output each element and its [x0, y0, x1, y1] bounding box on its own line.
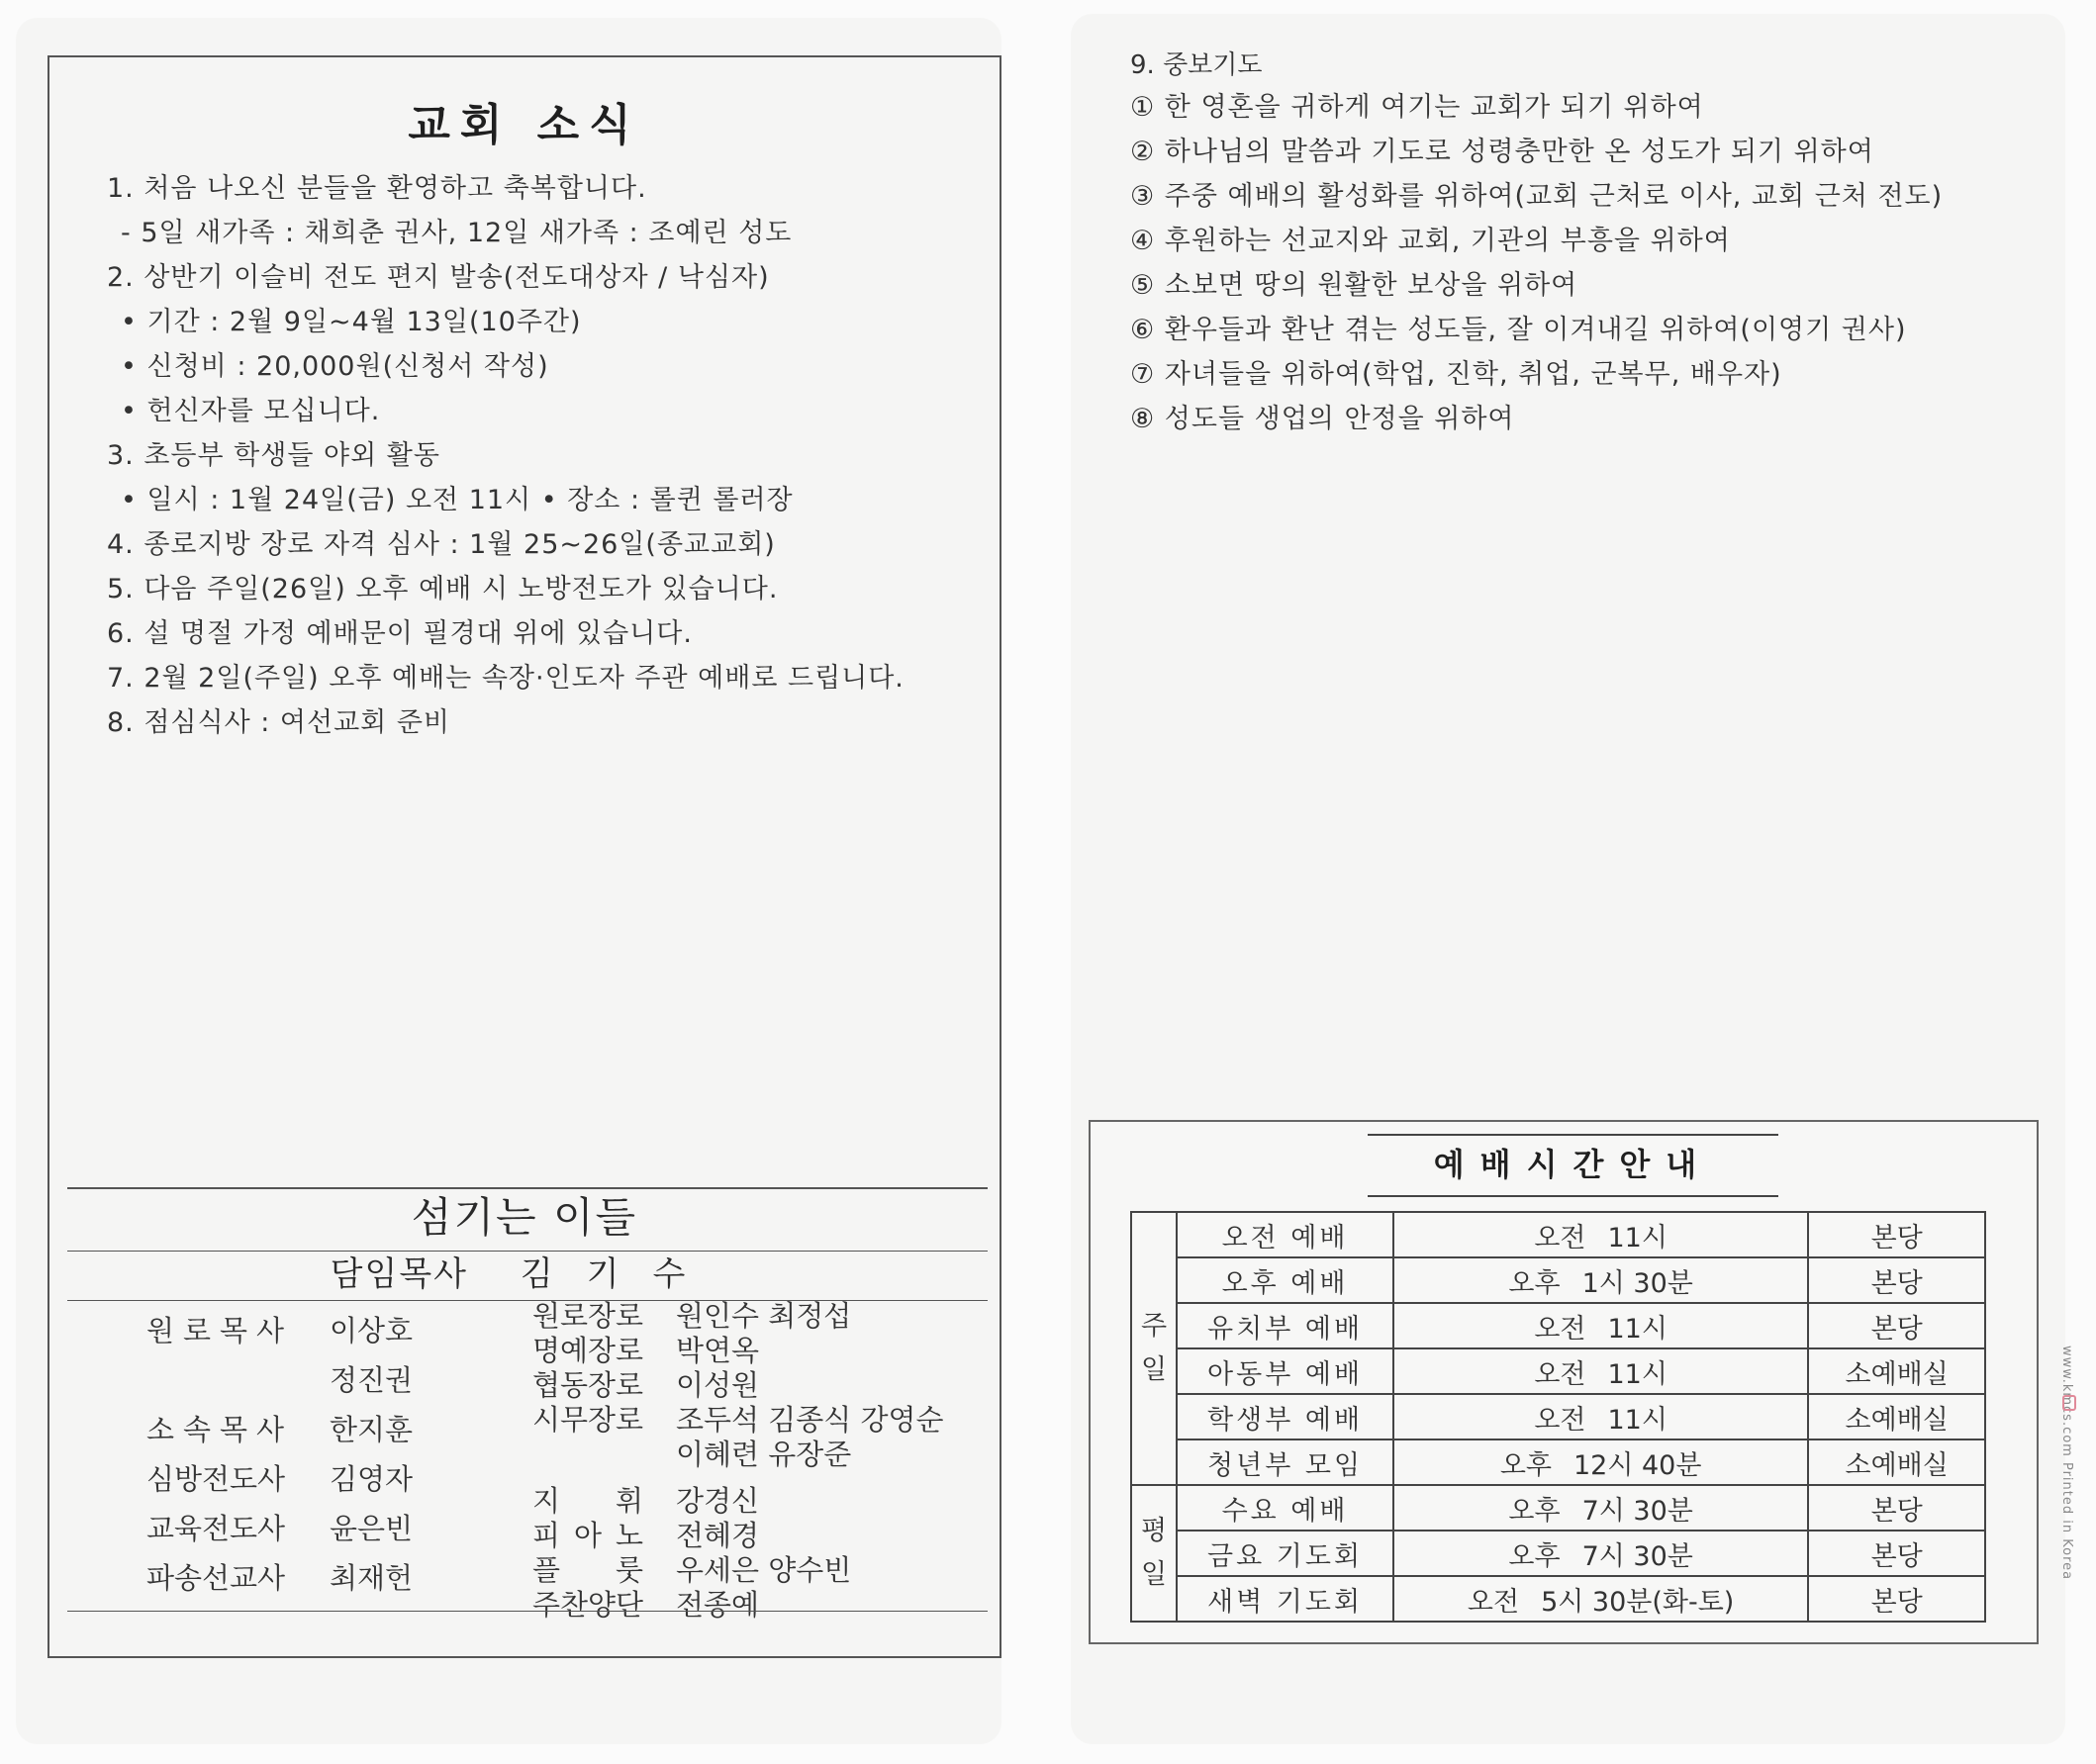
service-name: 새벽 기도회 [1177, 1576, 1393, 1622]
service-name: 오후 예배 [1177, 1257, 1393, 1303]
staff-role: 소속목사 [146, 1413, 294, 1446]
service-place: 소예배실 [1808, 1348, 1985, 1394]
group-label-char: 주 [1141, 1311, 1168, 1342]
service-ampm: 오전 [1534, 1313, 1586, 1345]
music-role-char: 휘 [615, 1484, 643, 1518]
service-ampm: 오후 [1508, 1495, 1561, 1527]
staff-role: 파송선교사 [146, 1561, 286, 1595]
staff-name: 윤은빈 [330, 1512, 414, 1545]
elder-names: 원인수 최정섭 [676, 1299, 852, 1333]
service-place: 본당 [1808, 1485, 1985, 1531]
elder-names: 조두석 김종식 강영순 [676, 1403, 944, 1437]
service-hour: 7시 30분 [1581, 1540, 1693, 1572]
prayer-item: ⑥ 환우들과 환난 겪는 성도들, 잘 이겨내길 위하여(이영기 권사) [1130, 315, 1907, 345]
service-time [1393, 1439, 1808, 1485]
service-hour: 11시 [1607, 1222, 1667, 1253]
service-time [1393, 1348, 1808, 1394]
service-hour: 7시 30분 [1581, 1495, 1693, 1527]
prayer-title: 9. 중보기도 [1130, 50, 1263, 80]
elder-role: 시무장로 [532, 1403, 644, 1437]
music-role-char: 피 [532, 1519, 561, 1552]
music-names: 전혜경 [676, 1519, 760, 1552]
service-place: 본당 [1808, 1576, 1985, 1622]
schedule-row [1131, 1212, 1985, 1257]
staff-role: 심방전도사 [146, 1462, 286, 1496]
prayer-list [1130, 85, 2021, 441]
service-place: 본당 [1808, 1212, 1985, 1257]
elder-role: 협동장로 [532, 1368, 644, 1402]
staff-name: 김영자 [330, 1462, 414, 1496]
service-place: 본당 [1808, 1303, 1985, 1348]
staff-name: 이상호 [330, 1314, 414, 1347]
elder-names: 박연옥 [676, 1334, 760, 1367]
news-item: 1. 처음 나오신 분들을 환영하고 축복합니다. [107, 173, 647, 204]
schedule-row [1131, 1576, 1985, 1622]
service-name: 금요 기도회 [1177, 1531, 1393, 1576]
pastor-role: 담임목사 [330, 1254, 469, 1294]
service-name: 수요 예배 [1177, 1485, 1393, 1531]
elder-names: 이성원 [676, 1368, 760, 1402]
news-item: 7. 2월 2일(주일) 오후 예배는 속장·인도자 주관 예배로 드립니다. [107, 663, 905, 694]
staff-name: 한지훈 [330, 1413, 414, 1446]
news-title: 교회 소식 [408, 100, 641, 150]
service-name: 학생부 예배 [1177, 1394, 1393, 1439]
schedule-row [1131, 1348, 1985, 1394]
music-role-char: 노 [615, 1519, 643, 1552]
news-item: 3. 초등부 학생들 야외 활동 [107, 440, 440, 471]
elder-role: 명예장로 [532, 1334, 644, 1367]
news-item: - 5일 새가족 : 채희춘 권사, 12일 새가족 : 조예린 성도 [121, 218, 793, 248]
service-place: 본당 [1808, 1257, 1985, 1303]
elder-names: 이혜련 유장준 [676, 1438, 852, 1471]
group-label-char: 일 [1141, 1354, 1168, 1385]
prayer-item: ② 하나님의 말씀과 기도로 성령충만한 온 성도가 되기 위하여 [1130, 137, 1874, 167]
worship-schedule-box [1089, 1120, 2039, 1644]
news-list [107, 166, 978, 745]
music-role: 주찬양단 [532, 1588, 644, 1622]
news-item: • 기간 : 2월 9일~4월 13일(10주간) [121, 307, 582, 337]
service-name: 청년부 모임 [1177, 1439, 1393, 1485]
servants-bottom-rule [67, 1611, 988, 1612]
service-place: 소예배실 [1808, 1439, 1985, 1485]
service-name: 유치부 예배 [1177, 1303, 1393, 1348]
elder-role: 원로장로 [532, 1299, 644, 1333]
schedule-row [1131, 1257, 1985, 1303]
service-ampm: 오전 [1534, 1222, 1586, 1253]
service-time [1393, 1394, 1808, 1439]
group-label-char: 일 [1141, 1559, 1168, 1590]
music-role-char: 아 [573, 1519, 602, 1552]
prayer-item: ① 한 영혼을 귀하게 여기는 교회가 되기 위하여 [1130, 92, 1704, 123]
news-item: 5. 다음 주일(26일) 오후 예배 시 노방전도가 있습니다. [107, 574, 779, 604]
church-news-box [48, 55, 1001, 1658]
senior-pastor-line [49, 1247, 1000, 1295]
service-hour: 11시 [1607, 1404, 1667, 1436]
schedule-row [1131, 1439, 1985, 1485]
service-ampm: 오전 [1534, 1358, 1586, 1390]
service-name: 아동부 예배 [1177, 1348, 1393, 1394]
news-item: 8. 점심식사 : 여선교회 준비 [107, 707, 451, 738]
prayer-item: ③ 주중 예배의 활성화를 위하여(교회 근처로 이사, 교회 근처 전도) [1130, 181, 1944, 212]
pastor-name: 김기수 [520, 1254, 719, 1294]
service-time [1393, 1257, 1808, 1303]
schedule-table [1130, 1211, 1986, 1623]
prayer-item: ⑦ 자녀들을 위하여(학업, 진학, 취업, 군복무, 배우자) [1130, 359, 1782, 390]
service-place: 본당 [1808, 1531, 1985, 1576]
news-item: 6. 설 명절 가정 예배문이 필경대 위에 있습니다. [107, 618, 693, 649]
service-ampm: 오전 [1534, 1404, 1586, 1436]
service-time [1393, 1485, 1808, 1531]
service-name: 오전 예배 [1177, 1212, 1393, 1257]
staff-role: 원로목사 [146, 1314, 294, 1347]
news-item: • 일시 : 1월 24일(금) 오전 11시 • 장소 : 롤퀸 롤러장 [121, 485, 794, 515]
service-time [1393, 1212, 1808, 1257]
service-hour: 12시 40분 [1572, 1449, 1702, 1481]
schedule-group-label [1131, 1485, 1177, 1622]
prayer-item: ④ 후원하는 선교지와 교회, 기관의 부흥을 위하여 [1130, 226, 1731, 256]
music-names: 강경신 [676, 1484, 760, 1518]
staff-name: 정진권 [330, 1363, 414, 1397]
service-ampm: 오후 [1508, 1540, 1561, 1572]
news-item: 2. 상반기 이슬비 전도 편지 발송(전도대상자 / 낙심자) [107, 262, 770, 293]
group-label-char: 평 [1141, 1516, 1168, 1546]
prayer-item: ⑤ 소보면 땅의 원활한 보상을 위하여 [1130, 270, 1578, 301]
servants-title: 섬기는 이들 [411, 1193, 638, 1242]
schedule-row [1131, 1394, 1985, 1439]
music-role-char: 룻 [615, 1553, 643, 1587]
service-time [1393, 1576, 1808, 1622]
service-ampm: 오후 [1499, 1449, 1552, 1481]
service-hour: 1시 30분 [1581, 1267, 1693, 1299]
schedule-row [1131, 1303, 1985, 1348]
news-item: 4. 종로지방 장로 자격 심사 : 1월 25~26일(종교교회) [107, 529, 776, 560]
service-ampm: 오후 [1508, 1267, 1561, 1299]
music-names: 우세은 양수빈 [676, 1553, 852, 1587]
service-hour: 11시 [1607, 1313, 1667, 1345]
schedule-row [1131, 1485, 1985, 1531]
staff-role: 교육전도사 [146, 1512, 286, 1545]
service-hour: 11시 [1607, 1358, 1667, 1390]
service-hour: 5시 30분(화-토) [1541, 1586, 1735, 1618]
intercessory-prayer [1130, 46, 2021, 441]
music-role-char: 플 [532, 1553, 561, 1587]
music-names: 전종예 [676, 1588, 760, 1622]
news-item: • 신청비 : 20,000원(신청서 작성) [121, 351, 549, 382]
schedule-row [1131, 1531, 1985, 1576]
staff-name: 최재헌 [330, 1561, 414, 1595]
service-time [1393, 1531, 1808, 1576]
music-role-char: 지 [532, 1484, 561, 1518]
schedule-group-label [1131, 1212, 1177, 1485]
news-item: • 헌신자를 모십니다. [121, 396, 381, 426]
printer-note: www.kmcs.com Printed in Korea [2059, 1346, 2074, 1581]
service-ampm: 오전 [1467, 1586, 1520, 1618]
prayer-item: ⑧ 성도들 생업의 안정을 위하여 [1130, 404, 1515, 434]
service-time [1393, 1303, 1808, 1348]
schedule-title: 예배시간안내 [1368, 1134, 1778, 1197]
printer-logo-icon [2062, 1395, 2076, 1411]
service-place: 소예배실 [1808, 1394, 1985, 1439]
